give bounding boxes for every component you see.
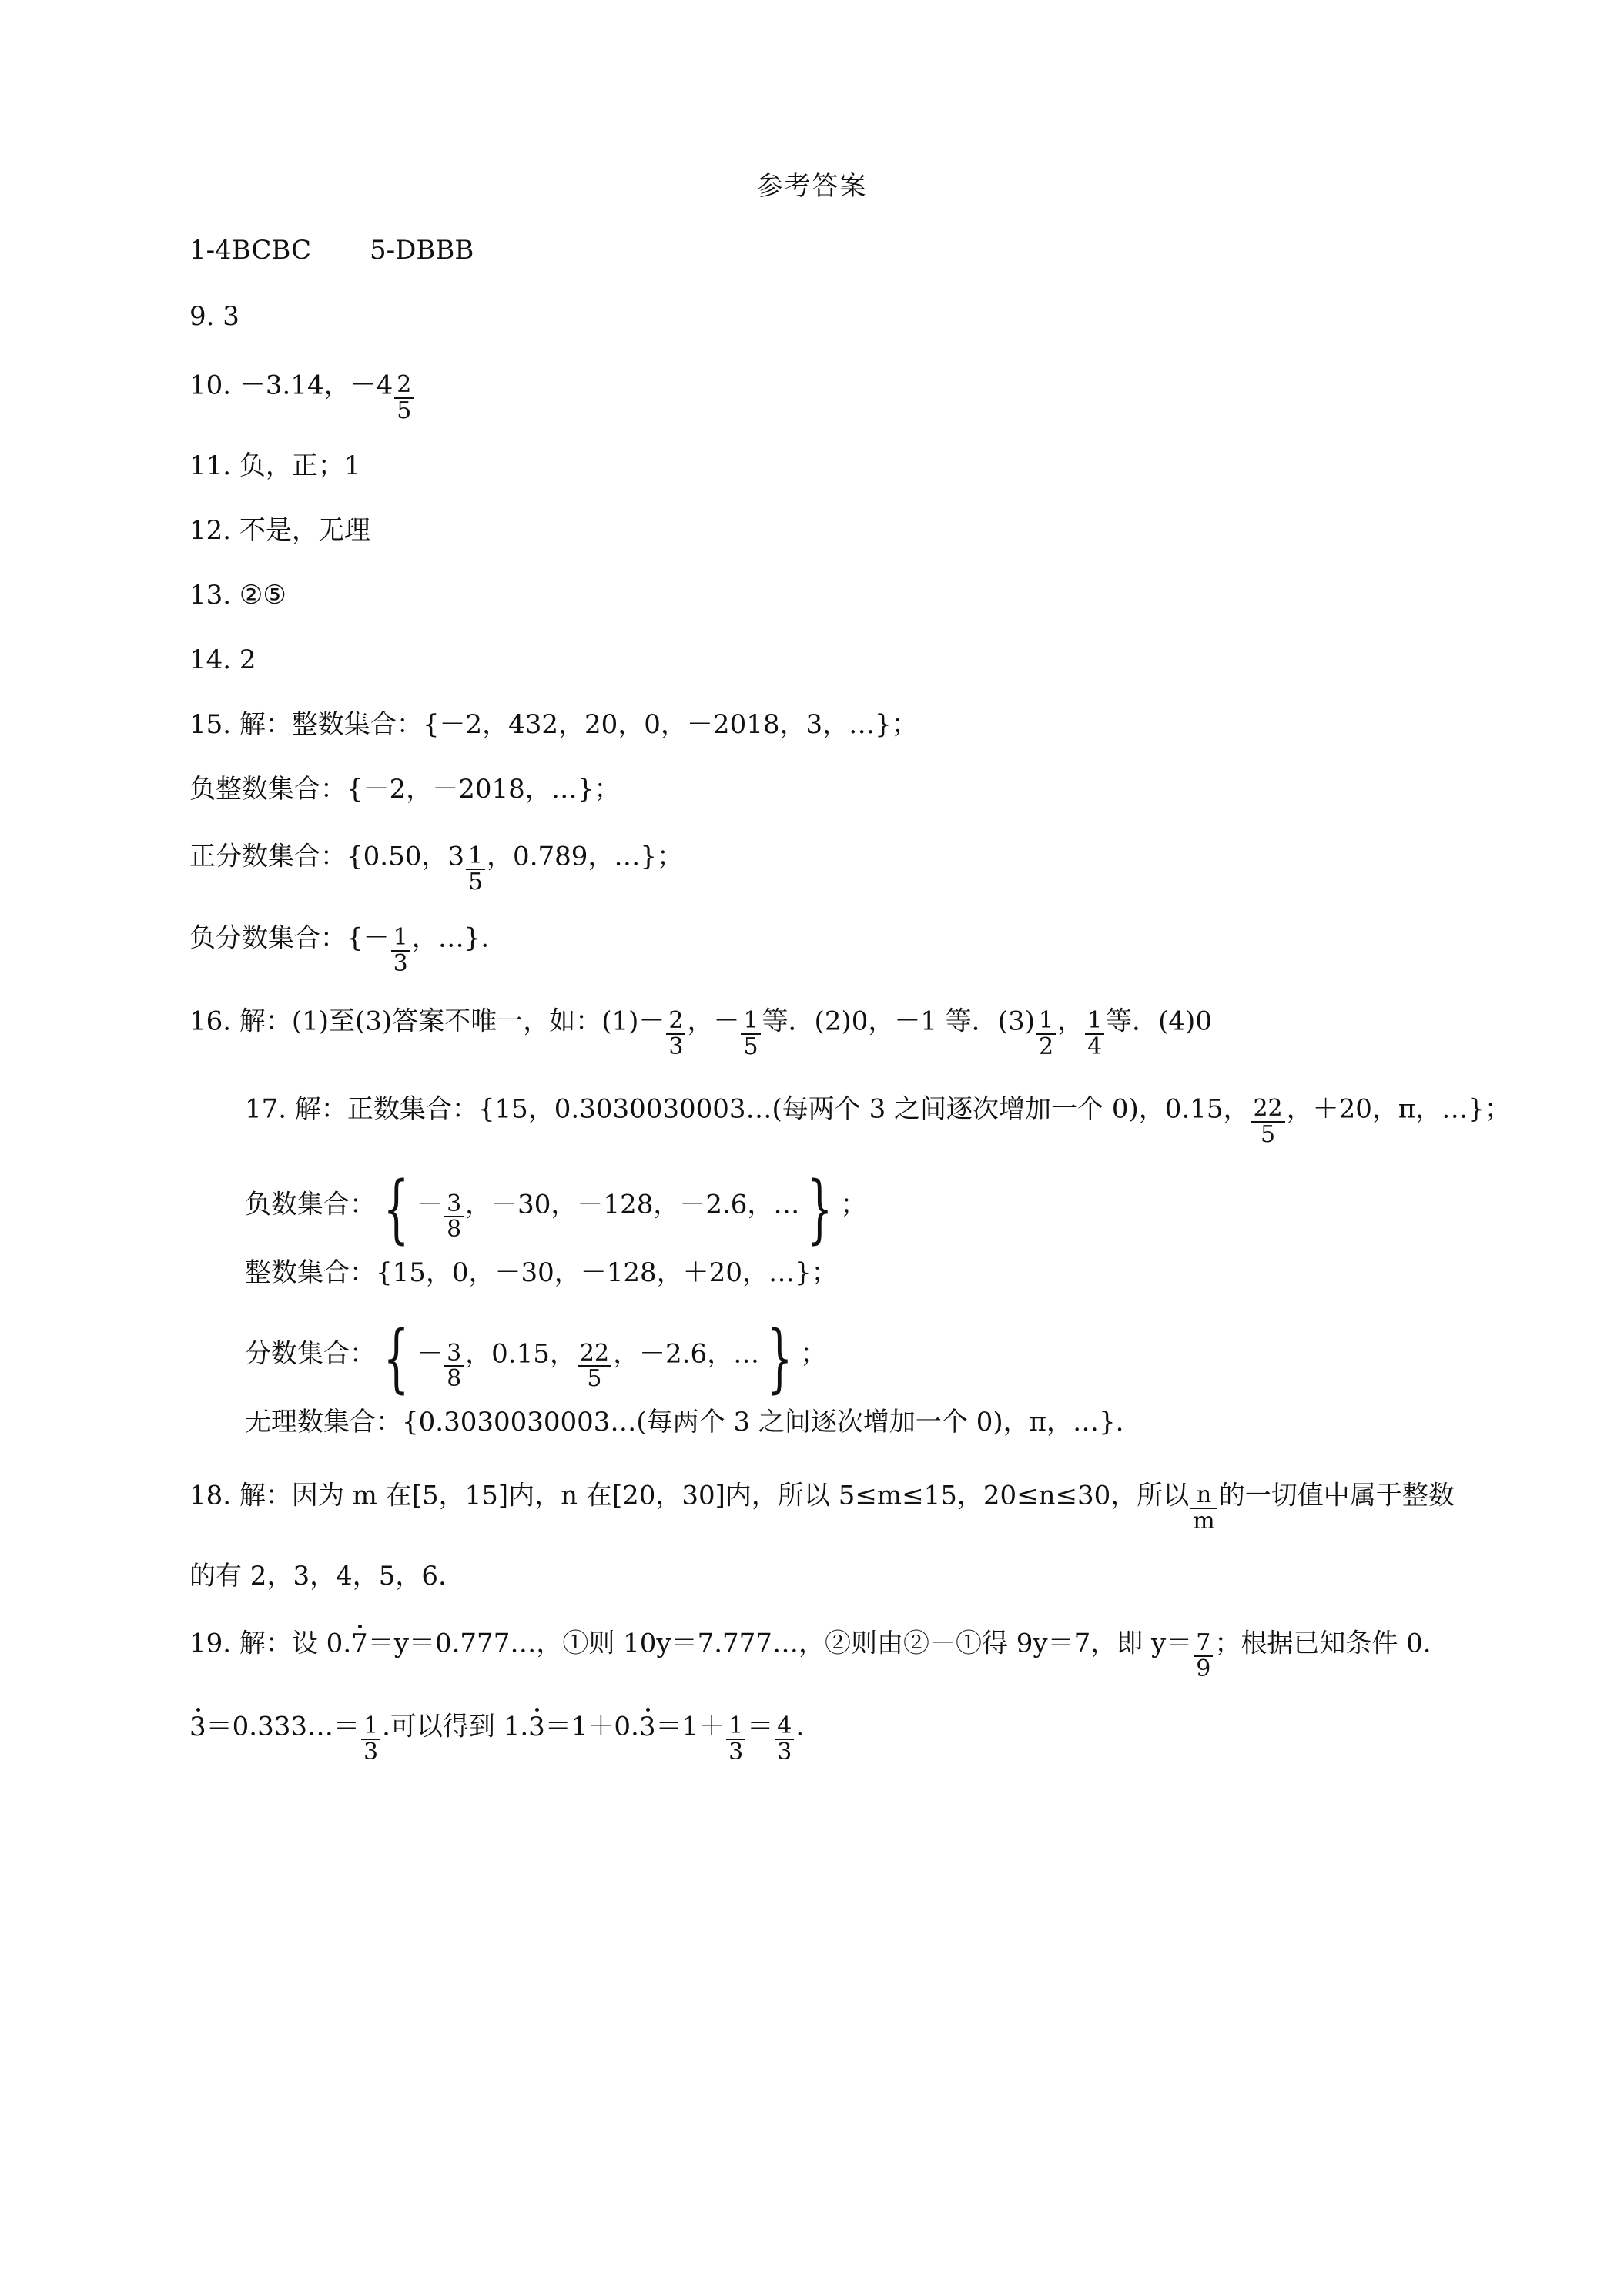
right-brace: } <box>766 1315 793 1401</box>
answer-13: 13. ②⑤ <box>189 580 286 611</box>
fraction: $\frac{7}{9}$ <box>1194 1631 1213 1681</box>
fraction: $\frac{22}{5}$ <box>578 1341 611 1391</box>
fraction: $\frac{1}{3}$ <box>391 925 410 976</box>
answer-12: 12. 不是，无理 <box>189 515 370 546</box>
answer-15-negative-integers: 负整数集合：{－2，－2018，…}； <box>189 774 621 805</box>
fraction: $\frac{1}{5}$ <box>741 1009 760 1059</box>
page-title: 参考答案 <box>756 171 868 202</box>
repeating-digit: 3 <box>528 1711 545 1742</box>
repeating-digit: 3 <box>189 1711 206 1742</box>
fraction: $\frac{3}{8}$ <box>444 1341 464 1391</box>
repeating-digit: 3 <box>638 1711 656 1742</box>
fraction: $\frac{3}{8}$ <box>444 1192 464 1242</box>
answer-9: 9. 3 <box>189 301 239 332</box>
answer-19-line-2: 3＝0.333…＝ $\frac{1}{3}$ .可以得到 1.3＝1＋0.3＝1＋ $\frac{1}{3}$ ＝ $\frac{4}{3}$ . <box>189 1711 805 1766</box>
left-brace: { <box>383 1166 410 1252</box>
answer-17-fractions: 分数集合： { － $\frac{3}{8}$ ，0.15， $\frac{22}{5}$ ，－2.6，… } ； <box>245 1315 827 1401</box>
answer-16: 16. 解：(1)至(3)答案不唯一，如：(1)－ $\frac{2}{3}$ ，－ $\frac{1}{5}$ 等．(2)0，－1 等．(3) $\frac{1}{2}$ ， $\frac{1}{4}$ 等．(4)0 <box>189 1006 1212 1060</box>
repeating-digit: 7 <box>351 1628 368 1659</box>
fraction: $\frac{22}{5}$ <box>1251 1096 1284 1146</box>
right-brace: } <box>807 1166 833 1252</box>
fraction: $\frac{2}{5}$ <box>394 373 414 423</box>
fraction: $\frac{2}{3}$ <box>666 1009 685 1059</box>
answer-15-negative-fractions: 负分数集合：{－ $\frac{1}{3}$ ，…}. <box>189 922 490 977</box>
answer-11: 11. 负，正；1 <box>189 450 361 481</box>
answer-19-line-1: 19. 解：设 0.7＝y＝0.777…，①则 10y＝7.777…，②则由②－①得 9y＝7，即 y＝ $\frac{7}{9}$ ；根据已知条件 0. <box>189 1628 1431 1682</box>
left-brace: { <box>383 1315 410 1401</box>
answer-18-line-1: 18. 解：因为 m 在[5，15]内，n 在[20，30]内，所以 5≤m≤15，20≤n≤30，所以 $\frac{n}{m}$ 的一切值中属于整数 <box>189 1480 1455 1535</box>
answer-17-positive: 17. 解：正数集合：{15，0.3030030003…(每两个 3 之间逐次增加一个 0)，0.15， $\frac{22}{5}$ ，＋20，π，…}； <box>245 1093 1511 1148</box>
answer-15-integers: 15. 解：整数集合：{－2，432，20，0，－2018，3，…}； <box>189 709 918 740</box>
answer-14: 14. 2 <box>189 644 256 675</box>
fraction: $\frac{4}{3}$ <box>775 1714 794 1764</box>
answer-17-negative: 负数集合： { － $\frac{3}{8}$ ，－30，－128，－2.6，… } ； <box>245 1166 867 1252</box>
answer-1-8: 1-4BCBC 5-DBBB <box>189 235 474 266</box>
fraction: $\frac{1}{2}$ <box>1036 1009 1056 1059</box>
answer-17-irrational: 无理数集合：{0.3030030003…(每两个 3 之间逐次增加一个 0)，π，…}. <box>245 1407 1124 1438</box>
fraction: $\frac{1}{4}$ <box>1085 1009 1104 1059</box>
answer-18-line-2: 的有 2，3，4，5，6. <box>189 1561 447 1591</box>
answer-10: 10. －3.14，－4 $\frac{2}{5}$ <box>189 362 415 412</box>
fraction: $\frac{1}{3}$ <box>726 1714 745 1764</box>
answer-17-integers: 整数集合：{15，0，－30，－128，＋20，…}； <box>245 1257 838 1288</box>
fraction: $\frac{1}{3}$ <box>361 1714 380 1764</box>
answer-15-positive-fractions: 正分数集合：{0.50，3 $\frac{1}{5}$ ，0.789，…}； <box>189 841 684 895</box>
fraction: $\frac{n}{m}$ <box>1190 1483 1217 1533</box>
fraction: $\frac{1}{5}$ <box>466 844 485 894</box>
